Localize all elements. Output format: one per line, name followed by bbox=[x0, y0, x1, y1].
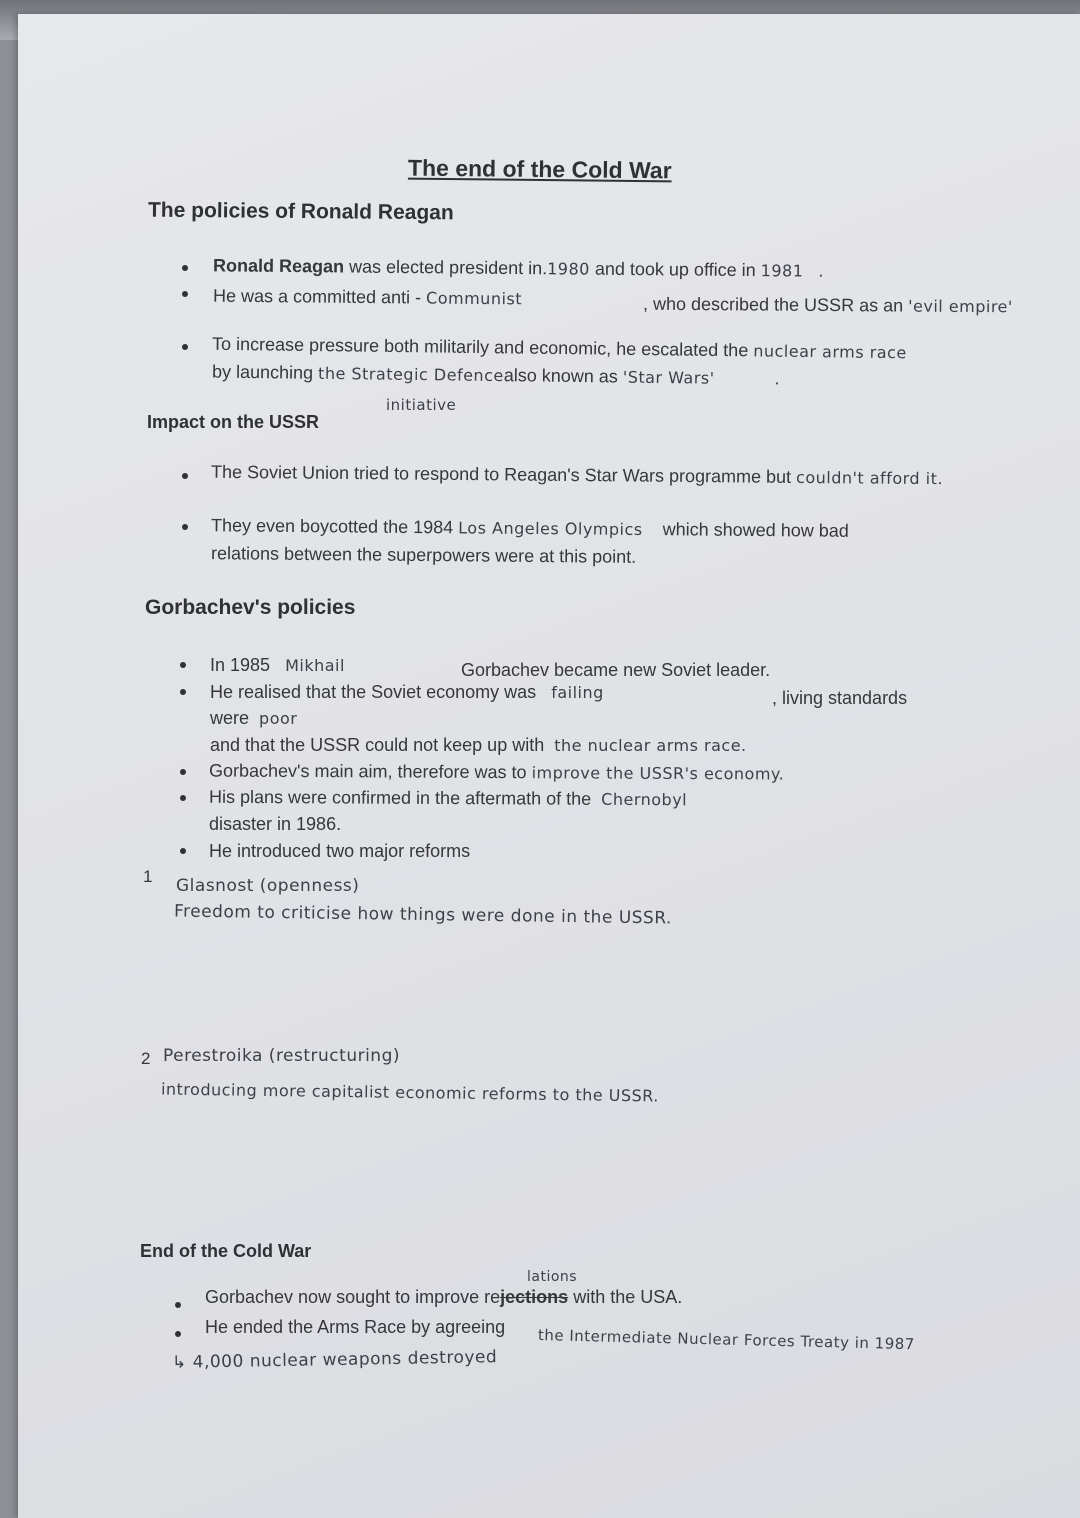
gorbachev-b2-line3 bbox=[210, 735, 747, 756]
gorbachev-bullet-3 bbox=[209, 760, 784, 784]
impact-b1-text: The Soviet Union tried to respond to Reagan's Star Wars programme but bbox=[210, 461, 792, 487]
bullet bbox=[180, 848, 186, 854]
handwriting-initiative: initiative bbox=[386, 396, 457, 414]
struck-word: jections bbox=[500, 1287, 569, 1307]
section-heading-end: End of the Cold War bbox=[140, 1241, 312, 1261]
bullet bbox=[182, 473, 188, 479]
bullet bbox=[180, 795, 186, 801]
reagan-b2-text: He was a committed anti - bbox=[212, 285, 422, 308]
gorbachev-bullet-2 bbox=[210, 682, 604, 703]
reagan-name: Ronald Reagan bbox=[212, 255, 345, 277]
handwriting-evil-empire: 'evil empire' bbox=[908, 296, 1013, 317]
impact-b2-line2: relations between the superpowers were at this point. bbox=[210, 543, 637, 567]
reagan-bullet-2-cont bbox=[643, 294, 1013, 318]
reagan-b3-dot: . bbox=[774, 368, 780, 389]
gorbachev-b3-text: Gorbachev's main aim, therefore was to bbox=[208, 760, 527, 783]
end-b1-text: Gorbachev now sought to improve re bbox=[205, 1287, 501, 1307]
bullet bbox=[182, 291, 188, 297]
reagan-b1-mid: and took up office in bbox=[594, 258, 756, 281]
bullet bbox=[182, 344, 188, 350]
end-b1-end: with the USA. bbox=[573, 1287, 683, 1307]
gorbachev-b2-text: He realised that the Soviet economy was bbox=[210, 682, 537, 702]
bullet bbox=[180, 769, 186, 775]
gorbachev-b2-were: were bbox=[210, 708, 250, 728]
section-heading-gorbachev: Gorbachev's policies bbox=[145, 596, 356, 619]
impact-b2-text: They even boycotted the 1984 bbox=[210, 515, 454, 538]
end-bullet-1 bbox=[205, 1287, 682, 1308]
bullet bbox=[180, 689, 186, 695]
handwriting-inf-treaty: the Intermediate Nuclear Forces Treaty in 1987 bbox=[537, 1326, 916, 1354]
handwriting-star-wars: 'Star Wars' bbox=[622, 367, 715, 388]
end-b2-text: He ended the Arms Race by agreeing bbox=[205, 1317, 506, 1337]
handwriting-correction-lations: lations bbox=[527, 1269, 578, 1285]
gorbachev-b2-end: , living standards bbox=[772, 688, 908, 708]
bullet bbox=[180, 662, 186, 668]
handwriting-nuclear-arms-race-2: the nuclear arms race. bbox=[554, 736, 747, 755]
gorbachev-b4-line2: disaster in 1986. bbox=[209, 814, 342, 834]
reagan-b3-line2: by launching bbox=[211, 361, 314, 383]
handwriting-perestroika-definition: introducing more capitalist economic reforms to the USSR. bbox=[160, 1079, 660, 1106]
section-heading-impact: Impact on the USSR bbox=[147, 412, 320, 432]
bullet bbox=[175, 1302, 181, 1308]
gorbachev-b1-end: Gorbachev became new Soviet leader. bbox=[461, 660, 771, 680]
handwriting-weapons-destroyed: ↳ 4,000 nuclear weapons destroyed bbox=[171, 1347, 498, 1373]
reagan-b2-mid: , who described the USSR as an bbox=[642, 293, 904, 316]
gorbachev-b2-line2 bbox=[210, 708, 297, 729]
gorbachev-b2-line3-text: and that the USSR could not keep up with bbox=[210, 735, 545, 755]
bullet bbox=[175, 1331, 181, 1337]
reagan-b1-dot: . bbox=[818, 260, 824, 281]
handwriting-communist: Communist bbox=[426, 288, 523, 309]
reagan-b3-text: To increase pressure both militarily and economic, he escalated the bbox=[211, 333, 749, 361]
handwriting-chernobyl: Chernobyl bbox=[601, 789, 688, 810]
bullet bbox=[182, 265, 188, 271]
bullet bbox=[182, 524, 188, 530]
reagan-b1-text: was elected president in. bbox=[348, 256, 548, 279]
gorbachev-b4-text: His plans were confirmed in the aftermath of the bbox=[208, 786, 592, 809]
handwriting-mikhail: Mikhail bbox=[285, 656, 345, 675]
reform-number-1: 1 bbox=[143, 867, 153, 886]
section-heading-reagan: The policies of Ronald Reagan bbox=[147, 198, 454, 225]
handwriting-glasnost-definition: Freedom to criticise how things were done in the USSR. bbox=[173, 901, 673, 929]
handwriting-poor: poor bbox=[259, 709, 298, 728]
handwriting-failing: failing bbox=[551, 683, 604, 702]
handwriting-1981: 1981 bbox=[760, 261, 804, 281]
reform-number-2: 2 bbox=[141, 1049, 151, 1068]
gorbachev-b1-text: In 1985 bbox=[210, 655, 271, 675]
gorbachev-bullet-4 bbox=[209, 787, 687, 811]
gorbachev-bullet-5: He introduced two major reforms bbox=[209, 841, 471, 861]
handwriting-nuclear-arms-race: nuclear arms race bbox=[753, 341, 907, 363]
handwriting-couldnt-afford: couldn't afford it. bbox=[795, 467, 944, 489]
reagan-bullet-2 bbox=[213, 286, 522, 310]
impact-b2-end: which showed how bad bbox=[662, 519, 849, 541]
handwriting-perestroika: Perestroika (restructuring) bbox=[163, 1046, 400, 1066]
handwriting-strategic-defence: the Strategic Defence bbox=[317, 363, 504, 386]
handwriting-improve-economy: improve the USSR's economy. bbox=[531, 763, 785, 784]
end-bullet-2 bbox=[205, 1317, 505, 1338]
gorbachev-bullet-1 bbox=[210, 655, 345, 676]
handwriting-1980: 1980 bbox=[547, 259, 590, 279]
handwriting-la-olympics: Los Angeles Olympics bbox=[458, 518, 643, 539]
reagan-b3-mid: also known as bbox=[503, 365, 618, 387]
page-title: The end of the Cold War bbox=[407, 154, 672, 184]
handwriting-glasnost: Glasnost (openness) bbox=[176, 876, 360, 896]
